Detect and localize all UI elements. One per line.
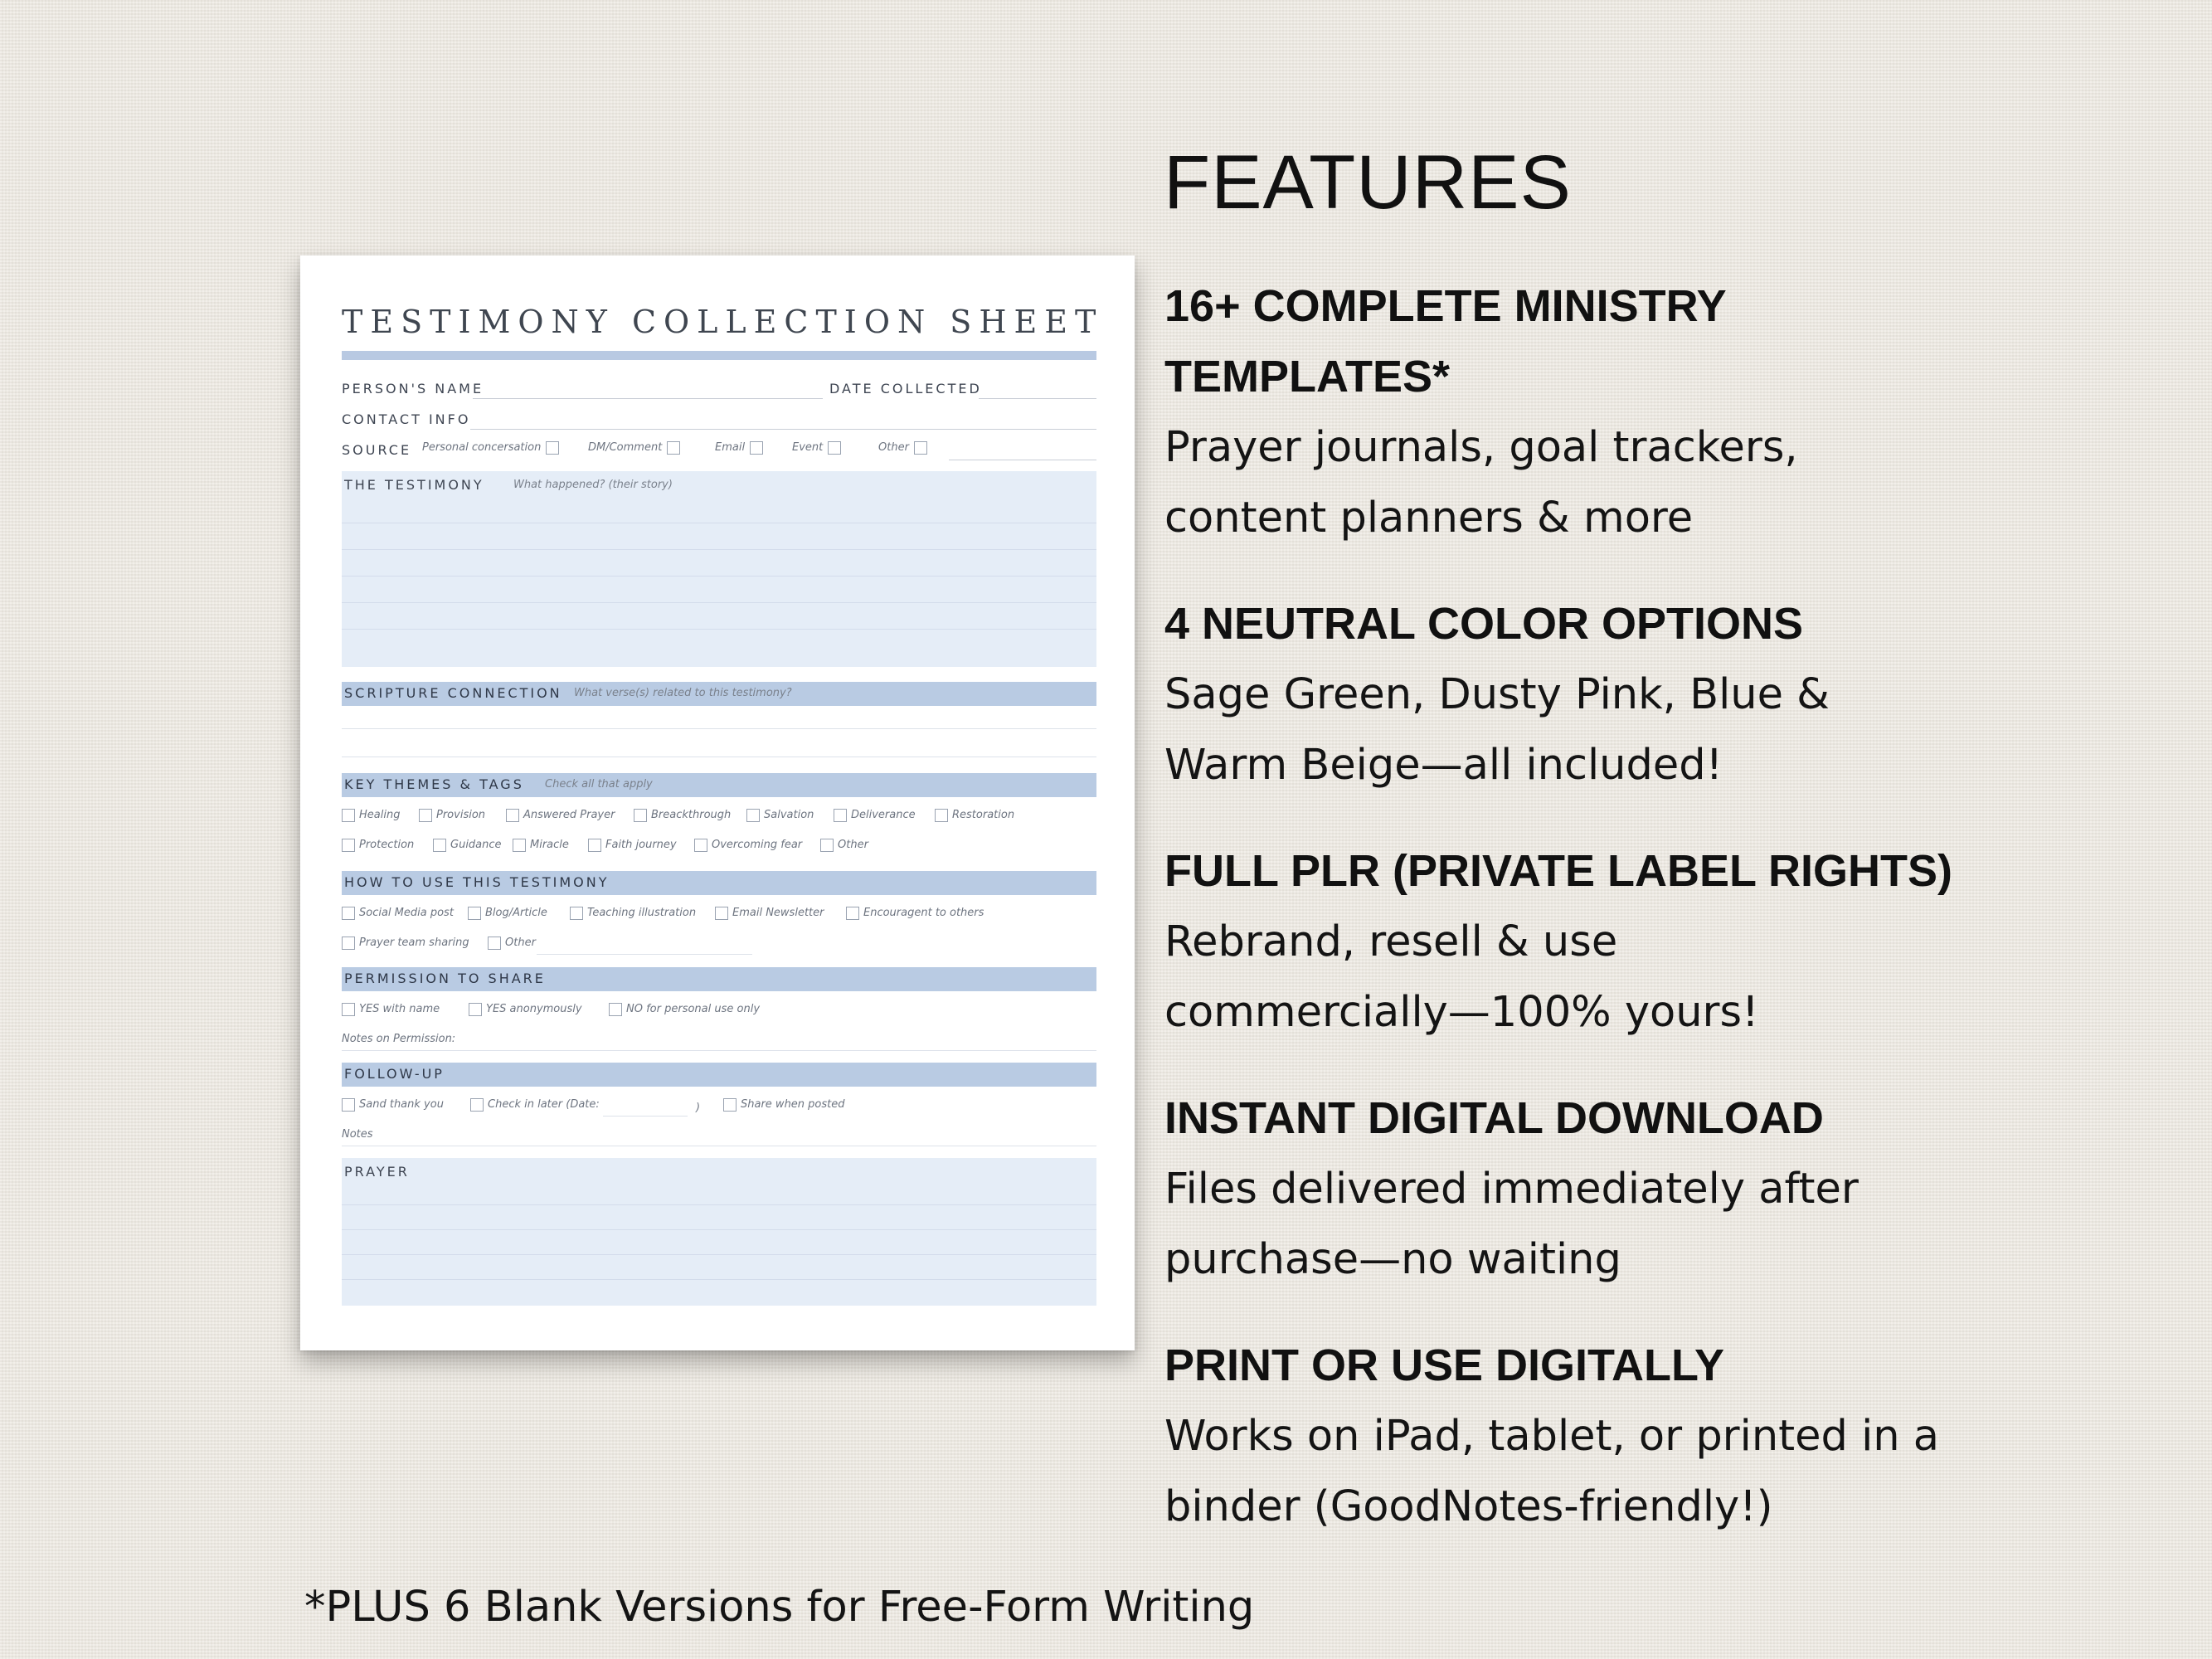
date-collected-label: DATE COLLECTED [829, 381, 982, 397]
checkbox[interactable] [342, 907, 355, 920]
use-other-line[interactable] [537, 954, 752, 955]
writing-line [342, 576, 1096, 577]
feature-title: PRINT OR USE DIGITALLY [1164, 1340, 1725, 1390]
checkbox[interactable] [723, 1098, 737, 1112]
option-label: YES with name [359, 1003, 440, 1016]
follow-up-date-line[interactable] [603, 1116, 688, 1117]
checkbox[interactable] [342, 1003, 355, 1016]
scripture-hint: What verse(s) related to this testimony? [574, 687, 792, 699]
checkbox[interactable] [588, 839, 601, 852]
writing-line [342, 629, 1096, 630]
checkbox[interactable] [342, 1098, 355, 1112]
source-label: SOURCE [342, 442, 412, 458]
source-option[interactable] [792, 440, 841, 462]
date-collected-line[interactable] [979, 398, 1096, 399]
writing-line [342, 1229, 1096, 1230]
checkbox[interactable] [834, 809, 847, 822]
testimony-box[interactable] [342, 471, 1096, 667]
checkbox[interactable] [609, 1003, 622, 1016]
feature-description: Sage Green, Dusty Pink, Blue & [1164, 670, 1830, 719]
title-rule [342, 351, 1096, 360]
checkbox[interactable] [419, 809, 432, 822]
theme-option[interactable] [694, 838, 802, 859]
option-label: Personal concersation [422, 441, 542, 455]
contact-row [342, 406, 1096, 431]
source-row [342, 437, 1096, 462]
permission-label: PERMISSION TO SHARE [344, 971, 546, 986]
feature-title: INSTANT DIGITAL DOWNLOAD [1164, 1093, 1824, 1143]
checkbox[interactable] [342, 937, 355, 950]
option-label: Provision [436, 809, 486, 822]
feature-title: FULL PLR (PRIVATE LABEL RIGHTS) [1164, 846, 1952, 896]
feature-title: 16+ COMPLETE MINISTRY [1164, 281, 1727, 331]
checkbox[interactable] [488, 937, 501, 950]
option-label: Event [792, 441, 824, 455]
option-label: Other [838, 839, 868, 852]
use-option[interactable] [488, 936, 536, 957]
theme-option[interactable] [433, 838, 502, 859]
use-option[interactable] [715, 906, 824, 927]
option-label: Deliverance [851, 809, 916, 822]
scripture-band [342, 682, 1096, 706]
features-heading: FEATURES [1164, 140, 1572, 225]
feature-title: TEMPLATES* [1164, 352, 1451, 401]
writing-line [342, 1204, 1096, 1205]
option-label: Healing [359, 809, 401, 822]
feature-description: commercially—100% yours! [1164, 988, 1759, 1037]
option-label: Restoration [952, 809, 1015, 822]
feature-block [1164, 589, 2193, 800]
feature-title: 4 NEUTRAL COLOR OPTIONS [1164, 599, 1804, 649]
checkbox[interactable] [694, 839, 707, 852]
permission-option[interactable] [469, 1002, 582, 1024]
testimony-label: THE TESTIMONY [344, 477, 484, 493]
writing-line [342, 1279, 1096, 1280]
feature-description: content planners & more [1164, 494, 1694, 542]
checkbox[interactable] [433, 839, 446, 852]
testimony-hint: What happened? (their story) [513, 479, 673, 491]
permission-band [342, 967, 1096, 991]
option-label: Email Newsletter [732, 907, 824, 920]
source-option[interactable] [715, 440, 763, 462]
theme-option[interactable] [506, 808, 615, 830]
source-option[interactable] [878, 440, 927, 462]
option-label: Faith journey [605, 839, 677, 852]
writing-line [342, 602, 1096, 603]
option-label: Share when posted [741, 1098, 845, 1112]
option-label: Answered Prayer [523, 809, 615, 822]
option-label: Email [715, 441, 746, 455]
use-option[interactable] [468, 906, 547, 927]
feature-description: Files delivered immediately after [1164, 1165, 1859, 1214]
name-row [342, 376, 1096, 401]
theme-option[interactable] [834, 808, 916, 830]
option-label: Teaching illustration [587, 907, 697, 920]
checkbox[interactable] [715, 907, 728, 920]
themes-label: KEY THEMES & TAGS [344, 776, 524, 792]
follow-up-option[interactable] [342, 1097, 444, 1119]
feature-block [1164, 1331, 2193, 1542]
checkbox[interactable] [470, 1098, 484, 1112]
theme-option[interactable] [342, 808, 400, 830]
source-option[interactable] [588, 440, 680, 462]
how-to-use-band [342, 871, 1096, 895]
checkbox[interactable] [846, 907, 859, 920]
worksheet-preview [300, 255, 1135, 1350]
source-option[interactable] [422, 440, 559, 462]
option-label: Encouragent to others [863, 907, 984, 920]
option-label: Guidance [450, 839, 502, 852]
checkbox[interactable] [935, 809, 948, 822]
option-label: NO for personal use only [626, 1003, 761, 1016]
option-label: Blog/Article [485, 907, 547, 920]
sheet-title: TESTIMONY COLLECTION SHEET [342, 304, 1104, 340]
theme-option[interactable] [513, 838, 569, 859]
checkbox[interactable] [342, 839, 355, 852]
theme-option[interactable] [419, 808, 485, 830]
feature-description: Prayer journals, goal trackers, [1164, 423, 1798, 472]
checkbox[interactable] [546, 441, 559, 455]
checkbox[interactable] [469, 1003, 482, 1016]
checkbox[interactable] [468, 907, 481, 920]
option-label: Prayer team sharing [359, 937, 469, 950]
feature-description: binder (GoodNotes-friendly!) [1164, 1482, 1773, 1531]
checkbox[interactable] [820, 839, 834, 852]
writing-line [342, 549, 1096, 550]
checkbox[interactable] [506, 809, 519, 822]
contact-info-label: CONTACT INFO [342, 411, 471, 427]
use-option[interactable] [846, 906, 984, 927]
scripture-line[interactable] [342, 728, 1096, 729]
permission-option[interactable] [609, 1002, 760, 1024]
checkbox[interactable] [513, 839, 526, 852]
option-label: Protection [359, 839, 415, 852]
option-label: Overcoming fear [712, 839, 803, 852]
how-to-use-label: HOW TO USE THIS TESTIMONY [344, 874, 610, 890]
option-label: Check in later (Date: [488, 1098, 600, 1112]
follow-up-option[interactable] [723, 1097, 845, 1119]
follow-up-label: FOLLOW-UP [344, 1066, 445, 1082]
themes-hint: Check all that apply [545, 778, 653, 791]
theme-option[interactable] [820, 838, 868, 859]
blank-versions-footnote: *PLUS 6 Blank Versions for Free-Form Writing [304, 1583, 1255, 1632]
scripture-label: SCRIPTURE CONNECTION [344, 685, 562, 701]
theme-option[interactable] [588, 838, 677, 859]
prayer-box[interactable] [342, 1158, 1096, 1306]
date-close-paren: ) [696, 1102, 701, 1114]
follow-up-option[interactable] [470, 1097, 600, 1119]
prayer-label: PRAYER [344, 1164, 410, 1180]
follow-up-notes-label: Notes [342, 1128, 373, 1141]
checkbox[interactable] [342, 809, 355, 822]
permission-notes-line[interactable] [342, 1050, 1096, 1051]
checkbox[interactable] [914, 441, 927, 455]
checkbox[interactable] [828, 441, 841, 455]
option-label: Breackthrough [651, 809, 732, 822]
checkbox[interactable] [634, 809, 647, 822]
checkbox[interactable] [750, 441, 763, 455]
writing-line [342, 1254, 1096, 1255]
feature-description: Rebrand, resell & use [1164, 917, 1618, 966]
themes-band [342, 773, 1096, 797]
option-label: Social Media post [359, 907, 454, 920]
persons-name-label: PERSON'S NAME [342, 381, 484, 397]
permission-option[interactable] [342, 1002, 440, 1024]
feature-block [1164, 271, 2193, 553]
checkbox[interactable] [570, 907, 583, 920]
feature-description: purchase—no waiting [1164, 1235, 1621, 1284]
theme-option[interactable] [342, 838, 414, 859]
follow-up-band [342, 1063, 1096, 1087]
option-label: Sand thank you [359, 1098, 444, 1112]
option-label: Miracle [530, 839, 569, 852]
checkbox[interactable] [746, 809, 760, 822]
use-option[interactable] [342, 906, 454, 927]
persons-name-line[interactable] [473, 398, 823, 399]
option-label: Other [878, 441, 909, 455]
feature-block [1164, 1083, 2193, 1295]
theme-option[interactable] [634, 808, 731, 830]
theme-option[interactable] [746, 808, 814, 830]
feature-description: Warm Beige—all included! [1164, 741, 1723, 790]
option-label: Salvation [764, 809, 814, 822]
feature-block [1164, 836, 2193, 1048]
feature-description: Works on iPad, tablet, or printed in a [1164, 1412, 1940, 1461]
theme-option[interactable] [935, 808, 1014, 830]
option-label: Other [505, 937, 536, 950]
option-label: DM/Comment [588, 441, 663, 455]
checkbox[interactable] [667, 441, 680, 455]
use-option[interactable] [570, 906, 696, 927]
permission-notes-label: Notes on Permission: [342, 1033, 456, 1045]
use-option[interactable] [342, 936, 469, 957]
contact-info-line[interactable] [470, 429, 1096, 430]
option-label: YES anonymously [486, 1003, 582, 1016]
